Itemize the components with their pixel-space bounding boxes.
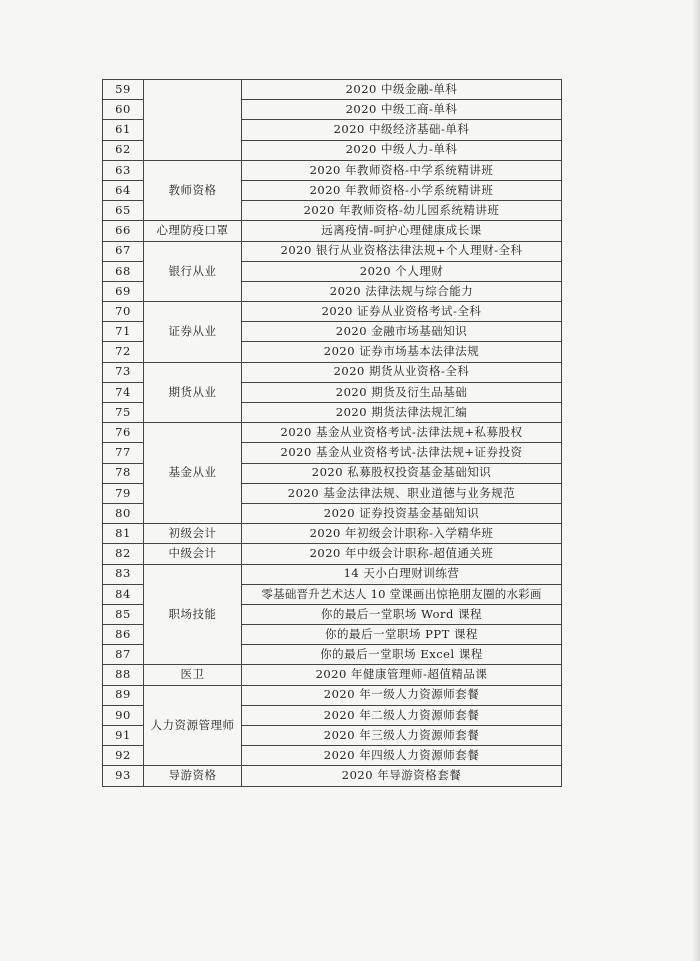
row-number: 75 bbox=[103, 403, 144, 423]
row-number: 60 bbox=[103, 100, 144, 120]
course-name: 2020 年一级人力资源师套餐 bbox=[242, 685, 562, 705]
row-number: 89 bbox=[103, 685, 144, 705]
course-name: 2020 证券投资基金基础知识 bbox=[242, 503, 562, 523]
row-number: 68 bbox=[103, 261, 144, 281]
table-row bbox=[103, 241, 562, 261]
page-edge-shadow bbox=[692, 0, 700, 961]
row-number: 90 bbox=[103, 705, 144, 725]
category-cell bbox=[144, 80, 242, 161]
row-number: 67 bbox=[103, 241, 144, 261]
category-cell: 证券从业 bbox=[144, 302, 242, 363]
row-number: 65 bbox=[103, 201, 144, 221]
table-row bbox=[103, 362, 562, 382]
course-name: 2020 期货及衍生品基础 bbox=[242, 382, 562, 402]
table-row bbox=[103, 302, 562, 322]
course-name: 2020 证券从业资格考试-全科 bbox=[242, 302, 562, 322]
course-name: 2020 年二级人力资源师套餐 bbox=[242, 705, 562, 725]
row-number: 80 bbox=[103, 503, 144, 523]
course-name: 远离疫情-呵护心理健康成长课 bbox=[242, 221, 562, 241]
course-name: 2020 年教师资格-幼儿园系统精讲班 bbox=[242, 201, 562, 221]
category-cell: 教师资格 bbox=[144, 160, 242, 221]
category-cell: 医卫 bbox=[144, 665, 242, 685]
course-name: 你的最后一堂职场 PPT 课程 bbox=[242, 625, 562, 645]
course-name: 2020 个人理财 bbox=[242, 261, 562, 281]
category-cell: 初级会计 bbox=[144, 524, 242, 544]
course-name: 2020 年教师资格-小学系统精讲班 bbox=[242, 180, 562, 200]
table-row bbox=[103, 524, 562, 544]
table-row bbox=[103, 80, 562, 100]
course-name: 2020 年三级人力资源师套餐 bbox=[242, 726, 562, 746]
course-name: 2020 期货法律法规汇编 bbox=[242, 403, 562, 423]
table-row bbox=[103, 160, 562, 180]
row-number: 87 bbox=[103, 645, 144, 665]
category-cell: 人力资源管理师 bbox=[144, 685, 242, 766]
course-name: 2020 基金从业资格考试-法律法规+证券投资 bbox=[242, 443, 562, 463]
row-number: 63 bbox=[103, 160, 144, 180]
course-name: 2020 证券市场基本法律法规 bbox=[242, 342, 562, 362]
table-row bbox=[103, 544, 562, 564]
category-cell: 职场技能 bbox=[144, 564, 242, 665]
category-cell: 中级会计 bbox=[144, 544, 242, 564]
course-name: 14 天小白理财训练营 bbox=[242, 564, 562, 584]
table-row bbox=[103, 564, 562, 584]
course-name: 2020 法律法规与综合能力 bbox=[242, 281, 562, 301]
row-number: 91 bbox=[103, 726, 144, 746]
course-name: 2020 银行从业资格法律法规+个人理财-全科 bbox=[242, 241, 562, 261]
row-number: 76 bbox=[103, 423, 144, 443]
row-number: 59 bbox=[103, 80, 144, 100]
row-number: 84 bbox=[103, 584, 144, 604]
course-name: 2020 年导游资格套餐 bbox=[242, 766, 562, 786]
row-number: 64 bbox=[103, 180, 144, 200]
row-number: 62 bbox=[103, 140, 144, 160]
course-name: 零基础晋升艺术达人 10 堂课画出惊艳朋友圈的水彩画 bbox=[242, 584, 562, 604]
row-number: 70 bbox=[103, 302, 144, 322]
row-number: 72 bbox=[103, 342, 144, 362]
row-number: 86 bbox=[103, 625, 144, 645]
course-name: 2020 年健康管理师-超值精品课 bbox=[242, 665, 562, 685]
course-name: 2020 年教师资格-中学系统精讲班 bbox=[242, 160, 562, 180]
row-number: 85 bbox=[103, 604, 144, 624]
table-row bbox=[103, 665, 562, 685]
row-number: 73 bbox=[103, 362, 144, 382]
row-number: 61 bbox=[103, 120, 144, 140]
table-row bbox=[103, 221, 562, 241]
course-name: 2020 期货从业资格-全科 bbox=[242, 362, 562, 382]
row-number: 92 bbox=[103, 746, 144, 766]
table-row bbox=[103, 766, 562, 786]
table-row bbox=[103, 685, 562, 705]
category-cell: 基金从业 bbox=[144, 423, 242, 524]
course-name: 2020 基金从业资格考试-法律法规+私募股权 bbox=[242, 423, 562, 443]
course-name: 2020 中级经济基础-单科 bbox=[242, 120, 562, 140]
course-name: 你的最后一堂职场 Excel 课程 bbox=[242, 645, 562, 665]
course-name: 你的最后一堂职场 Word 课程 bbox=[242, 604, 562, 624]
row-number: 77 bbox=[103, 443, 144, 463]
row-number: 71 bbox=[103, 322, 144, 342]
category-cell: 心理防疫口罩 bbox=[144, 221, 242, 241]
row-number: 74 bbox=[103, 382, 144, 402]
row-number: 79 bbox=[103, 483, 144, 503]
category-cell: 期货从业 bbox=[144, 362, 242, 423]
course-name: 2020 年初级会计职称-入学精华班 bbox=[242, 524, 562, 544]
row-number: 88 bbox=[103, 665, 144, 685]
course-name: 2020 中级工商-单科 bbox=[242, 100, 562, 120]
course-name: 2020 中级金融-单科 bbox=[242, 80, 562, 100]
row-number: 93 bbox=[103, 766, 144, 786]
row-number: 78 bbox=[103, 463, 144, 483]
course-name: 2020 年中级会计职称-超值通关班 bbox=[242, 544, 562, 564]
category-cell: 导游资格 bbox=[144, 766, 242, 786]
course-name: 2020 金融市场基础知识 bbox=[242, 322, 562, 342]
table-row bbox=[103, 423, 562, 443]
course-catalog-table bbox=[102, 79, 562, 787]
course-name: 2020 基金法律法规、职业道德与业务规范 bbox=[242, 483, 562, 503]
course-name: 2020 私募股权投资基金基础知识 bbox=[242, 463, 562, 483]
category-cell: 银行从业 bbox=[144, 241, 242, 302]
row-number: 66 bbox=[103, 221, 144, 241]
row-number: 81 bbox=[103, 524, 144, 544]
row-number: 82 bbox=[103, 544, 144, 564]
course-name: 2020 年四级人力资源师套餐 bbox=[242, 746, 562, 766]
course-name: 2020 中级人力-单科 bbox=[242, 140, 562, 160]
row-number: 83 bbox=[103, 564, 144, 584]
row-number: 69 bbox=[103, 281, 144, 301]
